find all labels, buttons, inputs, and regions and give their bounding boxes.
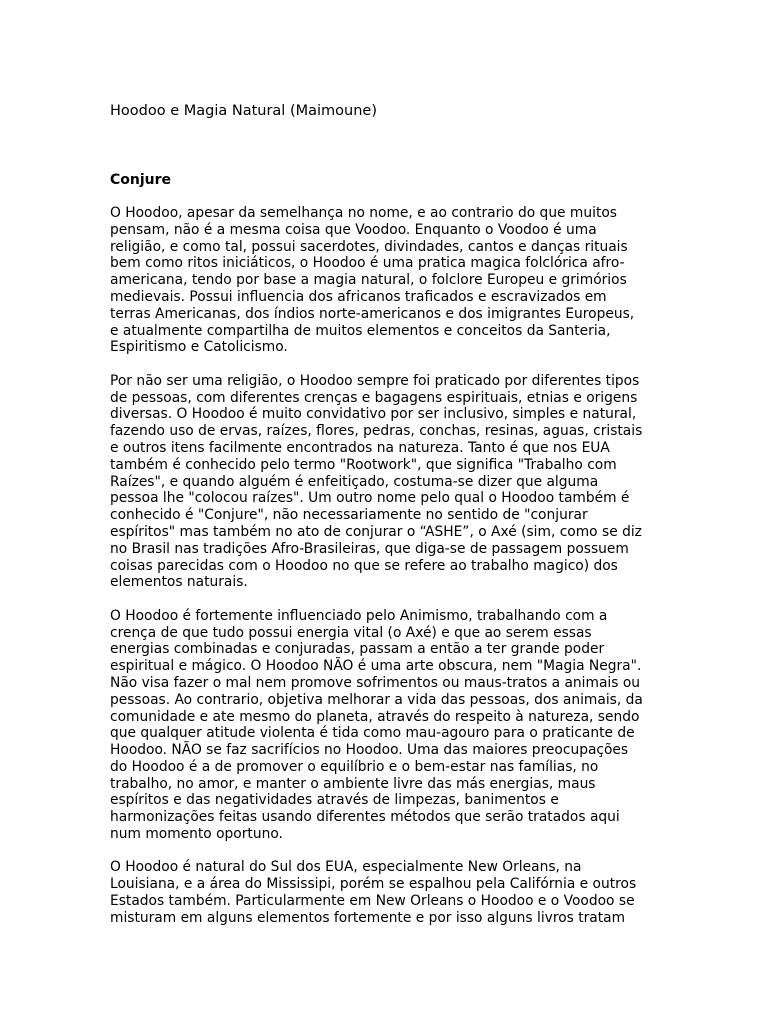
text-line: Não visa fazer o mal nem promove sofrimentos ou maus-tratos a animais ou [110,674,641,691]
text-line: trabalho, no amor, e manter o ambiente livre das más energias, maus [110,775,596,792]
text-line: pensam, não é a mesma coisa que Voodoo. Enquanto o Voodoo é uma [110,221,597,238]
text-line: espíritos e das negatividades através de limpezas, banimentos e [110,792,559,809]
text-line: e atualmente compartilha de muitos elementos e conceitos da Santeria, [110,322,611,339]
text-line: terras Americanas, dos índios norte-americanos e dos imigrantes Europeus, [110,305,635,322]
text-line: espíritos" mas também no ato de conjurar o “ASHE”, o Axé (sim, como se diz [110,523,642,540]
text-line: O Hoodoo, apesar da semelhança no nome, e ao contrario do que muitos [110,205,617,221]
document-title: Hoodoo e Magia Natural (Maimoune) [110,103,377,119]
paragraph [110,859,660,926]
text-line: num momento oportuno. [110,826,283,843]
text-line: do Hoodoo é a de promover o equilíbrio e o bem-estar nas famílias, no [110,758,599,775]
text-line: medievais. Possui influencia dos africanos traficados e escravizados em [110,288,607,305]
text-line: harmonizações feitas usando diferentes métodos que serão tratados aqui [110,809,620,826]
paragraph [110,608,660,843]
paragraph [110,205,660,356]
text-line: Espiritismo e Catolicismo. [110,339,288,356]
text-line: pessoa lhe "colocou raízes". Um outro nome pelo qual o Hoodoo também é [110,490,630,507]
text-line: O Hoodoo é natural do Sul dos EUA, especialmente New Orleans, na [110,859,582,876]
text-line: Estados também. Particularmente em New Orleans o Hoodoo e o Voodoo se [110,893,635,910]
text-line: pessoas. Ao contrario, objetiva melhorar a vida das pessoas, dos animais, da [110,691,643,708]
text-line: que qualquer atitude violenta é tida como mau-agouro para o praticante de [110,725,635,742]
text-line: energias combinadas e conjuradas, passam a então a ter grande poder [110,641,605,658]
paragraph [110,373,660,591]
text-line: elementos naturais. [110,574,248,591]
text-line: bem como ritos iniciáticos, o Hoodoo é uma pratica magica folclórica afro- [110,255,625,272]
text-line: misturam em alguns elementos fortemente e por isso alguns livros tratam [110,909,626,926]
text-line: religião, e como tal, possui sacerdotes, divindades, cantos e danças rituais [110,238,628,255]
text-line: espiritual e mágico. O Hoodoo NÃO é uma arte obscura, nem "Magia Negra". [110,658,642,675]
text-line: coisas parecidas com o Hoodoo no que se refere ao trabalho magico) dos [110,557,618,574]
text-line: também é conhecido pelo termo "Rootwork", que significa "Trabalho com [110,456,617,473]
text-line: comunidade e ate mesmo do planeta, através do respeito à natureza, sendo [110,708,640,725]
section-heading-conjure: Conjure [110,172,172,188]
text-line: fazendo uso de ervas, raízes, flores, pedras, conchas, resinas, aguas, cristais [110,423,643,440]
text-line: Raízes", e quando alguém é enfeitiçado, costuma-se dizer que alguma [110,473,599,490]
body-text [110,205,660,943]
text-line: Hoodoo. NÃO se faz sacrifícios no Hoodoo. Uma das maiores preocupações [110,742,629,759]
text-line: O Hoodoo é fortemente influenciado pelo Animismo, trabalhando com a [110,607,608,624]
text-line: americana, tendo por base a magia natural, o folclore Europeu e grimórios [110,272,627,289]
text-line: Por não ser uma religião, o Hoodoo sempre foi praticado por diferentes tipos [110,372,640,389]
text-line: conhecido é "Conjure", não necessariamente no sentido de "conjurar [110,507,588,524]
text-line: e outros itens facilmente encontrados na natureza. Tanto é que nos EUA [110,439,610,456]
text-line: no Brasil nas tradições Afro-Brasileiras, que diga-se de passagem possuem [110,540,629,557]
text-line: Louisiana, e a área do Mississipi, porém se espalhou pela Califórnia e outros [110,876,637,893]
text-line: diversas. O Hoodoo é muito convidativo por ser inclusivo, simples e natural, [110,406,637,423]
text-line: crença de que tudo possui energia vital (o Axé) e que ao serem essas [110,624,592,641]
text-line: de pessoas, com diferentes crenças e bagagens espirituais, etnias e origens [110,389,638,406]
